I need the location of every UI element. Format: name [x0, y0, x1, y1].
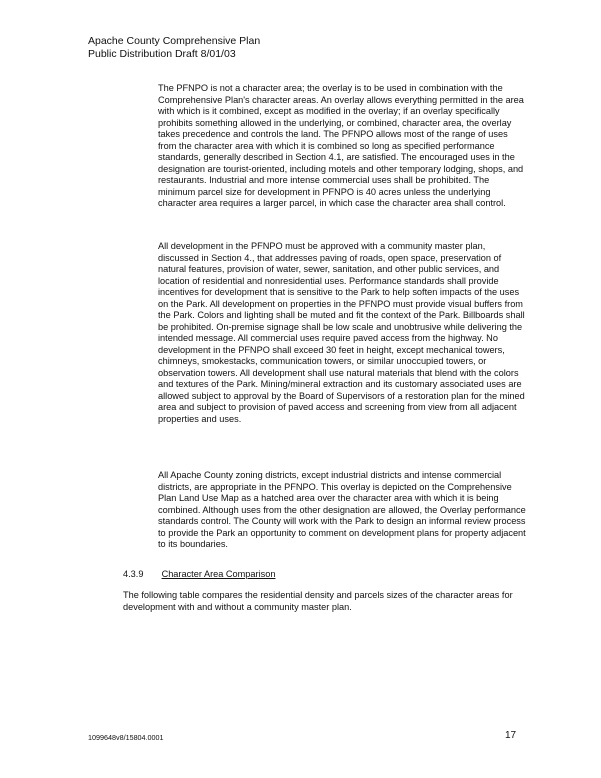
paragraph-pfnpo-zoning: All Apache County zoning districts, except industrial districts and intense commercial districts, are appropriate in the PFNPO. This overlay is depicted on the Comprehensive Plan Land Use Map as a hatched area over the character area with which it is being combined. Although uses from the other designation are allowed, the Overlay performance standards control. The County will work with the Park to design an informal review process to provide the Park an opportunity to comment on development plans for property adjacent to its boundaries. [158, 470, 526, 549]
paragraph-pfnpo-overview: The PFNPO is not a character area; the overlay is to be used in combination with the Comprehensive Plan's character areas. An overlay allows everything permitted in the area with which is it combined, except as modified in the overlay; if an overlay specifically prohibits something allowed in the underlying, or combined, character area, the overlay takes precedence and controls the land. The PFNPO allows most of the range of uses from the character area with which it is combined so long as specified performance standards, generally described in Section 4.1, are satisfied. The encouraged uses in the designation are tourist-oriented, including motels and other temporary lodging, shops, and restaurants. Industrial and more intense commercial uses shall be prohibited. The minimum parcel size for development in PFNPO is 40 acres unless the underlying character area requires a larger parcel, in which case the character area shall control. [158, 83, 524, 208]
page-number: 17 [505, 730, 517, 741]
paragraph-pfnpo-development: All development in the PFNPO must be approved with a community master plan, discussed in Section 4., that addresses paving of roads, open space, preservation of natural features, provision of water, sewer, sanitation, and other public services, and location of residential and nonresidential uses. Performance standards shall provide incentives for development that is sensitive to the Park to help soften impacts of the uses on the Park. All development on properties in the PFNPO must provide visual buffers from the Park. Colors and lighting shall be muted and fit the context of the Park. Billboards shall be prohibited. On-premise signage shall be low scale and unobtrusive while delivering the intended message. All commercial uses require paved access from the highway. No development in the PFNPO shall exceed 30 feet in height, except mechanical towers, chimneys, smokestacks, communication towers, or similar unoccupied towers, or observation towers. All development shall use natural materials that blend with the colors and textures of the Park. Mining/mineral extraction and its customary associated uses are allowed subject to approval by the Board of Supervisors of a restoration plan for the mined area and subject to provision of paved access and screening from view from all adjacent properties and uses. [158, 241, 525, 424]
section-number: 4.3.9 [123, 569, 144, 579]
section-title: Character Area Comparison [161, 569, 276, 579]
section-intro: The following table compares the residential density and parcels sizes of the character areas for development with and without a community master plan. [123, 590, 513, 612]
section-heading [123, 568, 275, 580]
footer-doc-id: 1099648v8/15804.0001 [88, 733, 164, 742]
header-subtitle: Public Distribution Draft 8/01/03 [88, 48, 236, 60]
header-title: Apache County Comprehensive Plan [88, 35, 261, 47]
page-header [88, 35, 260, 61]
